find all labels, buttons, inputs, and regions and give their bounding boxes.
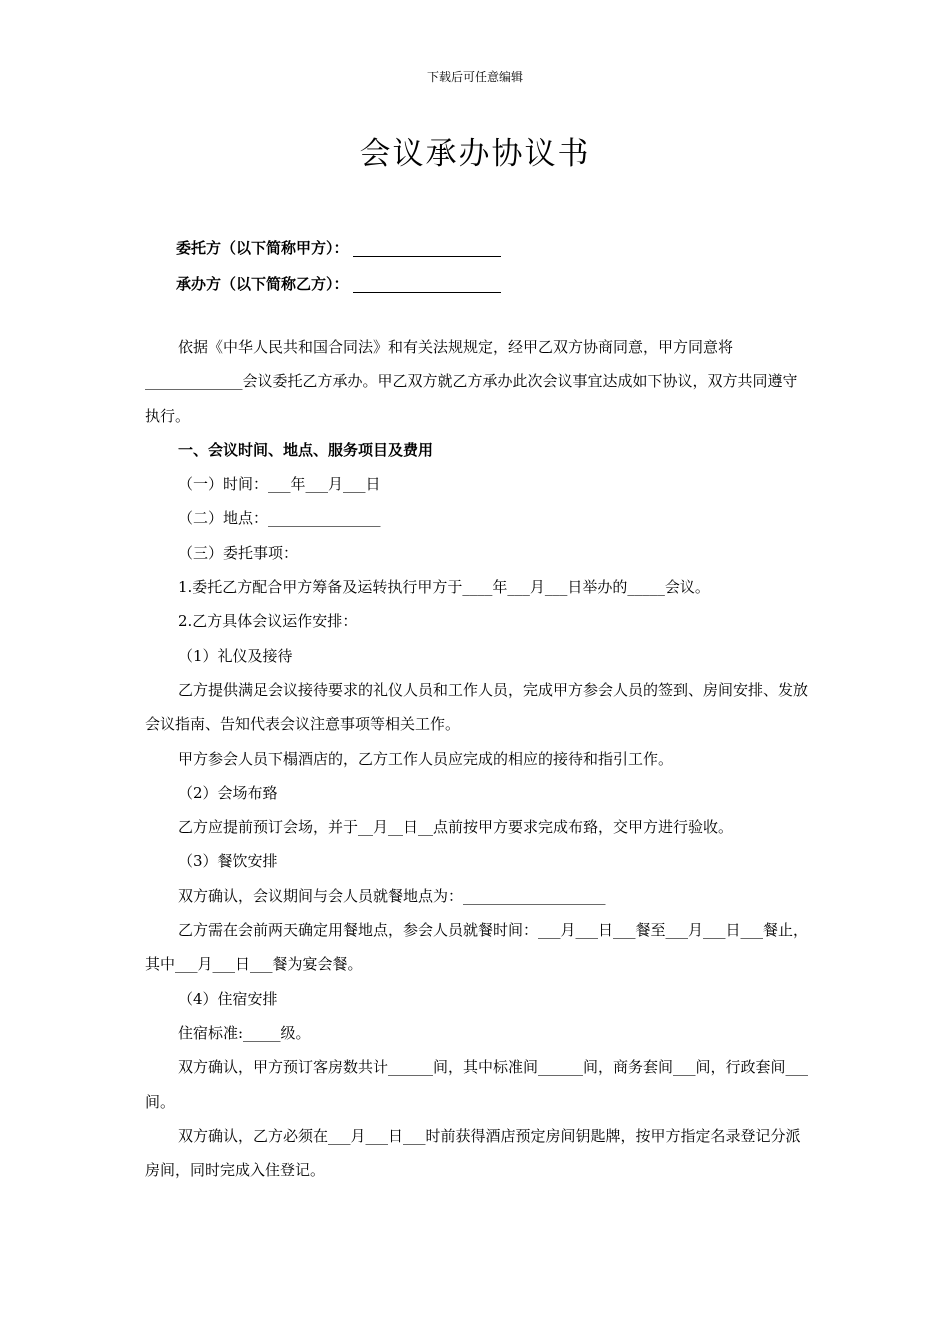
catering-paragraph-2: 乙方需在会前两天确定用餐地点，参会人员就餐时间：___月___日___餐至___月___日___餐止，其中___月___日___餐为宴会餐。 [145, 921, 809, 974]
item-time: （一）时间：___年___月___日 [178, 475, 381, 494]
venue-paragraph: 乙方应提前预订会场，并于__月__日__点前按甲方要求完成布臵，交甲方进行验收。 [178, 818, 734, 837]
catering-paragraph-1: 双方确认，会议期间与会人员就餐地点为：___________________ [178, 886, 606, 905]
party-contractor-label: 承办方（以下简称乙方）： [176, 275, 349, 293]
intro-paragraph: 依据《中华人民共和国合同法》和有关法规规定，经甲乙双方协商同意，甲方同意将_____________会议委托乙方承办。甲乙双方就乙方承办此次会议事宜达成如下协议，双方共同遵守执行。 [145, 338, 798, 425]
reception-paragraph-2: 甲方参会人员下榻酒店的，乙方工作人员应完成的相应的接待和指引工作。 [178, 749, 674, 768]
party-client-line [176, 230, 501, 266]
document-title: 会议承办协议书 [359, 136, 591, 172]
subitem-venue-heading: （2）会场布臵 [178, 783, 278, 802]
party-contractor-line [176, 266, 501, 302]
document-body [145, 330, 810, 1187]
item-location: （二）地点：_______________ [178, 509, 381, 528]
clause-1: 1.委托乙方配合甲方筹备及运转执行甲方于____年___月___日举办的_____会议。 [178, 578, 710, 597]
accommodation-checkin: 双方确认，乙方必须在___月___日___时前获得酒店预定房间钥匙牌，按甲方指定名录登记分派房间，同时完成入住登记。 [145, 1126, 801, 1180]
section-heading: 一、会议时间、地点、服务项目及费用 [178, 440, 434, 459]
clause-2: 2.乙方具体会议运作安排： [178, 612, 358, 631]
subitem-accommodation-heading: （4）住宿安排 [178, 989, 278, 1008]
party-contractor-blank [353, 276, 501, 293]
parties-block [176, 230, 501, 302]
item-entrusted-matters: （三）委托事项： [178, 543, 299, 562]
party-client-label: 委托方（以下简称甲方）： [176, 239, 349, 257]
subitem-catering-heading: （3）餐饮安排 [178, 852, 278, 871]
subitem-reception-heading: （1）礼仪及接待 [178, 646, 293, 665]
header-note: 下载后可任意编辑 [426, 70, 523, 84]
reception-paragraph-1: 乙方提供满足会议接待要求的礼仪人员和工作人员，完成甲方参会人员的签到、房间安排、发放会议指南、告知代表会议注意事项等相关工作。 [145, 680, 809, 734]
accommodation-standard: 住宿标准:_____级。 [178, 1023, 311, 1042]
party-client-blank [353, 240, 501, 257]
accommodation-rooms: 双方确认，甲方预订客房数共计______间，其中标准间______间，商务套间___间，行政套间___间。 [145, 1058, 809, 1111]
